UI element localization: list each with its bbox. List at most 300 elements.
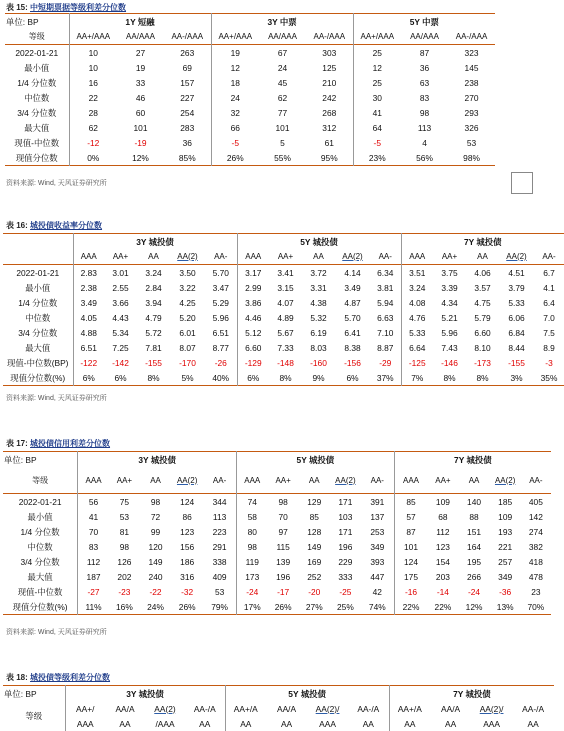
row-label: 2022-01-21 (15, 47, 59, 58)
table-cell: 19 (211, 45, 259, 61)
table-cell: 4 (422, 137, 427, 148)
table-cell: 2.55 (112, 282, 129, 293)
table-cell: 113 (417, 122, 432, 133)
group-header: 5Y 城投债 (237, 234, 401, 250)
table-cell: 6.34 (377, 267, 394, 278)
column-header: AA(2)/ (315, 703, 340, 714)
table-15-column-row (5, 29, 495, 45)
table-16-title: 表 16: 城投债收益率分位数 (6, 221, 103, 230)
table-row (3, 569, 551, 584)
table-17 (3, 451, 551, 615)
table-cell: 391 (370, 496, 385, 507)
row-label: 3/4 分位数 (20, 556, 60, 567)
table-cell: 164 (467, 541, 482, 552)
table-row (5, 75, 495, 90)
table-cell: 4.25 (179, 297, 196, 308)
table-cell: 12% (465, 601, 483, 612)
table-cell: 12 (211, 60, 259, 75)
table-cell: -156 (344, 357, 361, 368)
row-label: 1/4 分位数 (20, 526, 60, 537)
table-cell: 6% (346, 372, 359, 383)
table-cell: 41 (353, 105, 401, 120)
table-cell: 210 (322, 77, 337, 88)
table-cell: 5.33 (401, 325, 433, 340)
column-header: AA (445, 718, 457, 729)
column-header: AAA (78, 468, 109, 494)
table-cell: 126 (117, 556, 132, 567)
table-cell: 157 (180, 77, 195, 88)
table-cell: 5.96 (441, 327, 458, 338)
table-cell: 6.4 (543, 297, 555, 308)
table-cell: 77 (277, 107, 288, 118)
table-cell: 5.94 (377, 297, 394, 308)
row-label: 中位数 (25, 312, 51, 323)
table-cell: 6.41 (344, 327, 361, 338)
grade-label: 等级 (28, 32, 45, 41)
group-header: 7Y 城投债 (389, 686, 554, 702)
table-cell: 72 (150, 511, 161, 522)
table-cell: 83 (419, 92, 430, 103)
row-label: 现值-中位数 (17, 586, 63, 597)
table-cell: 112 (436, 526, 450, 537)
table-cell: -5 (353, 135, 401, 150)
table-cell: 101 (133, 122, 148, 133)
table-cell: 6.19 (310, 327, 327, 338)
column-header: AA- (370, 475, 384, 485)
table-cell: 125 (322, 62, 337, 73)
table-cell: 23 (531, 586, 541, 597)
table-cell: -25 (339, 586, 352, 597)
table-cell: 36 (419, 62, 430, 73)
table-cell: 69 (182, 62, 192, 73)
table-cell: 227 (180, 92, 195, 103)
column-header: AA(2) (176, 475, 198, 485)
table-cell: 7.43 (441, 342, 458, 353)
table-cell: 6.64 (401, 340, 433, 355)
table-cell: 3.24 (145, 267, 162, 278)
table-cell: 8.9 (543, 342, 555, 353)
column-header: AA(2) (177, 252, 198, 261)
table-cell: 25 (353, 45, 401, 61)
table-cell: 3.24 (401, 280, 433, 295)
table-row (3, 340, 564, 355)
table-cell: 193 (498, 526, 513, 537)
table-row (5, 150, 495, 166)
table-cell: 283 (180, 122, 195, 133)
table-cell: -16 (394, 584, 427, 599)
table-cell: 75 (119, 496, 130, 507)
table-cell: 30 (353, 90, 401, 105)
table-cell: 19 (135, 62, 146, 73)
table-cell: 4.87 (344, 297, 361, 308)
table-cell: 156 (180, 541, 195, 552)
row-label: 中位数 (27, 541, 53, 552)
table-cell: 6.84 (508, 327, 525, 338)
table-cell: 26% (211, 150, 259, 166)
table-cell: 8% (476, 372, 489, 383)
table-cell: 3.86 (237, 295, 269, 310)
group-header: 1Y 短融 (69, 14, 211, 30)
table-cell: 254 (180, 107, 195, 118)
table-cell: 382 (528, 541, 543, 552)
table-cell: 4.14 (344, 267, 361, 278)
table-cell: 70 (78, 524, 109, 539)
group-header: 3Y 城投债 (65, 686, 225, 702)
table-cell: 120 (148, 541, 163, 552)
table-row (5, 120, 495, 135)
table-cell: 98 (119, 541, 130, 552)
row-label: 2022-01-21 (18, 496, 62, 507)
group-header: 3Y 中票 (211, 14, 353, 30)
table-cell: 6.51 (73, 340, 104, 355)
row-label: 2022-01-21 (16, 267, 60, 278)
table-cell: 3% (510, 372, 523, 383)
table-cell: 68 (438, 511, 448, 522)
table-row (5, 45, 495, 61)
table-cell: 67 (277, 47, 288, 58)
table-cell: 87 (394, 524, 427, 539)
table-cell: 154 (435, 556, 450, 567)
table-cell: 6% (73, 370, 104, 386)
table-cell: 17% (236, 599, 267, 615)
table-cell: 40% (212, 372, 230, 383)
table-cell: -155 (508, 357, 525, 368)
column-header: AA+ (116, 475, 133, 485)
table-cell: 13% (496, 601, 514, 612)
table-cell: 409 (212, 571, 227, 582)
table-cell: 8.03 (310, 342, 327, 353)
column-header: AA(2) (494, 475, 516, 485)
table-cell: 129 (307, 496, 322, 507)
column-header: AA- (542, 252, 556, 261)
table-cell: 33 (135, 77, 146, 88)
table-cell: 88 (469, 511, 479, 522)
table-row (3, 310, 564, 325)
table-cell: 253 (370, 526, 385, 537)
table-cell: 196 (276, 571, 291, 582)
table-cell: 3.15 (277, 282, 294, 293)
table-cell: 3.49 (73, 295, 104, 310)
table-cell: -5 (211, 135, 259, 150)
table-cell: 25 (353, 75, 401, 90)
table-cell: 115 (276, 541, 290, 552)
table-row (3, 295, 564, 310)
table-16-group-row (3, 234, 564, 250)
table-cell: 86 (182, 511, 192, 522)
table-cell: 4.89 (277, 312, 294, 323)
column-header: AAA (394, 468, 427, 494)
column-header: AA+/A (225, 701, 266, 716)
table-cell: 349 (498, 571, 513, 582)
column-header: AA-/A (357, 703, 380, 714)
column-header: AA/A (277, 703, 297, 714)
table-cell: 3.41 (277, 267, 294, 278)
column-header: AA (119, 718, 131, 729)
table-cell: 7% (401, 370, 433, 386)
column-header: AA- (214, 252, 228, 261)
row-label: 3/4 分位数 (17, 107, 57, 118)
table-cell: 11% (78, 599, 109, 615)
table-cell: 41 (78, 509, 109, 524)
table-cell: 123 (180, 526, 195, 537)
unit-label: 单位: BP (6, 16, 39, 27)
table-cell: 3.51 (401, 265, 433, 281)
table-cell: 99 (150, 526, 161, 537)
column-header: AAA (73, 249, 104, 265)
table-cell: 2.99 (237, 280, 269, 295)
table-cell: 16% (116, 601, 133, 612)
table-cell: 8.44 (508, 342, 525, 353)
column-header: AA(2) (506, 252, 527, 261)
table-cell: 263 (180, 47, 195, 58)
row-label: 最大值 (25, 342, 51, 353)
table-cell: 6.60 (237, 340, 269, 355)
table-cell: -32 (181, 586, 194, 597)
table-cell: -155 (145, 357, 162, 368)
table-17-source: 资料来源: Wind, 天风证券研究所 (6, 629, 107, 636)
table-cell: 61 (324, 137, 334, 148)
table-cell: 70% (527, 601, 545, 612)
table-cell: -142 (112, 357, 129, 368)
table-cell: 270 (464, 92, 479, 103)
table-cell: 53 (466, 137, 477, 148)
table-cell: 203 (435, 571, 450, 582)
table-cell: -24 (236, 584, 267, 599)
table-17-title: 表 17: 城投债信用利差分位数 (6, 439, 111, 448)
table-cell: 3.50 (179, 267, 196, 278)
table-cell: 6.7 (543, 267, 555, 278)
table-cell: 4.75 (474, 297, 491, 308)
table-cell: 242 (322, 92, 337, 103)
table-cell: -129 (237, 355, 269, 370)
table-cell: 24 (277, 62, 288, 73)
table-cell: 27 (135, 47, 146, 58)
table-cell: -12 (69, 135, 117, 150)
table-cell: -22 (149, 586, 162, 597)
table-cell: 3.94 (145, 297, 162, 308)
table-cell: 16 (69, 75, 117, 90)
table-cell: 85% (178, 152, 196, 163)
table-cell: 333 (338, 571, 353, 582)
table-cell: 36 (182, 137, 192, 148)
table-cell: 151 (467, 526, 482, 537)
unit-label: 单位: BP (4, 454, 37, 465)
row-label: 现值分位数 (15, 152, 58, 163)
table-cell: 4.34 (441, 297, 458, 308)
table-18-title: 表 18: 城投债等级利差分位数 (6, 673, 111, 682)
table-cell: 4.1 (543, 282, 555, 293)
table-cell: 223 (212, 526, 227, 537)
table-cell: 57 (394, 509, 427, 524)
table-row (3, 370, 564, 386)
table-cell: 24% (147, 601, 164, 612)
table-cell: 85 (309, 511, 319, 522)
table-cell: 81 (119, 526, 130, 537)
table-cell: 6.60 (474, 327, 491, 338)
table-cell: 142 (528, 511, 543, 522)
table-cell: 229 (338, 556, 353, 567)
table-cell: 109 (498, 511, 513, 522)
table-cell: 3.22 (179, 282, 196, 293)
column-header: AA (308, 475, 320, 485)
table-cell: 2.38 (73, 280, 104, 295)
table-cell: -29 (379, 357, 392, 368)
table-cell: 8.10 (474, 342, 491, 353)
table-cell: 63 (419, 77, 430, 88)
table-cell: 5.79 (474, 312, 491, 323)
column-header: AA-/AAA (313, 32, 346, 41)
table-cell: 103 (338, 511, 353, 522)
row-label: 现值-中位数 (14, 137, 60, 148)
table-cell: 326 (464, 122, 479, 133)
table-17-group-row (3, 452, 551, 468)
table-cell: 62 (69, 120, 117, 135)
column-header: AA (362, 718, 374, 729)
table-cell: 149 (307, 541, 322, 552)
table-15 (5, 13, 495, 166)
table-cell: 66 (211, 120, 259, 135)
group-header: 5Y 城投债 (225, 686, 389, 702)
group-header: 5Y 城投债 (236, 452, 394, 468)
table-cell: 4.51 (508, 267, 525, 278)
table-cell: 274 (528, 526, 543, 537)
column-header: AA (527, 718, 539, 729)
table-18-group-row (3, 686, 554, 702)
table-cell: 79% (211, 601, 228, 612)
table-15-group-row (5, 14, 495, 30)
table-row (3, 599, 551, 615)
table-cell: 46 (135, 92, 146, 103)
table-cell: 6.51 (212, 327, 229, 338)
column-header: AA+ (112, 252, 129, 261)
table-cell: -17 (277, 586, 290, 597)
row-label: 现值-中位数(BP) (7, 357, 69, 368)
table-cell: 8% (443, 372, 456, 383)
column-header: AA+ (435, 475, 451, 485)
column-header: AA- (212, 475, 227, 485)
column-header: AA (150, 475, 161, 485)
table-18 (3, 685, 554, 731)
table-cell: 316 (180, 571, 195, 582)
row-label: 现值分位数(%) (12, 601, 68, 612)
table-cell: 56 (78, 494, 109, 510)
table-cell: 186 (180, 556, 195, 567)
table-cell: 124 (394, 554, 427, 569)
table-cell: 97 (278, 526, 288, 537)
table-cell: 5.70 (212, 267, 229, 278)
table-cell: 139 (276, 556, 291, 567)
column-header: AAA (236, 468, 267, 494)
table-16-source: 资料来源: Wind, 天风证券研究所 (6, 395, 107, 402)
table-cell: 26% (178, 601, 196, 612)
table-cell: 5.12 (237, 325, 269, 340)
table-cell: 26% (274, 601, 292, 612)
column-header: AA+/A (389, 701, 430, 716)
table-cell: 24 (211, 90, 259, 105)
table-cell: 5.21 (441, 312, 458, 323)
table-cell: 137 (370, 511, 385, 522)
table-cell: 240 (148, 571, 163, 582)
table-cell: 175 (394, 569, 427, 584)
table-cell: 98 (236, 539, 267, 554)
column-header: AAA (319, 718, 336, 729)
table-cell: 393 (370, 556, 385, 567)
column-header: AA(2) (154, 703, 176, 714)
column-header: AAA (401, 249, 433, 265)
table-row (3, 584, 551, 599)
group-header: 5Y 中票 (353, 14, 495, 30)
table-cell: -14 (436, 586, 449, 597)
table-cell: 74 (236, 494, 267, 510)
table-cell: 187 (78, 569, 109, 584)
grade-label: 等级 (32, 475, 49, 485)
table-cell: 101 (275, 122, 290, 133)
column-header: AA/AAA (410, 32, 439, 41)
table-cell: -23 (118, 586, 131, 597)
table-cell: -122 (73, 355, 104, 370)
table-cell: 37% (376, 372, 394, 383)
table-cell: 4.43 (112, 312, 129, 323)
table-cell: 4.38 (310, 297, 327, 308)
table-cell: 8.38 (344, 342, 361, 353)
column-header: AA- (529, 475, 543, 485)
column-header: AA-/A (193, 703, 216, 714)
row-label: 现值分位数(%) (10, 372, 66, 383)
table-cell: 0% (69, 150, 117, 166)
table-cell: 4.88 (73, 325, 104, 340)
column-header: AA (199, 718, 211, 729)
table-cell: 185 (498, 496, 513, 507)
column-header: AA (148, 252, 159, 261)
table-cell: 173 (236, 569, 267, 584)
table-cell: 312 (322, 122, 337, 133)
table-cell: 45 (277, 77, 288, 88)
table-cell: 5.72 (145, 327, 162, 338)
row-label: 1/4 分位数 (18, 297, 58, 308)
table-cell: 4.05 (73, 310, 104, 325)
column-header: AA-/AAA (455, 32, 488, 41)
table-cell: 85 (394, 494, 427, 510)
table-cell: 9% (312, 372, 325, 383)
table-cell: 3.66 (112, 297, 129, 308)
table-cell: 8.77 (212, 342, 229, 353)
column-header: AA+ (277, 252, 294, 261)
table-cell: 5 (280, 137, 285, 148)
table-cell: 3.49 (344, 282, 361, 293)
table-cell: 7.5 (543, 327, 555, 338)
table-cell: 98% (463, 152, 480, 163)
table-cell: 35% (540, 372, 558, 383)
table-cell: 32 (211, 105, 259, 120)
table-cell: 6.01 (179, 327, 196, 338)
table-cell: 418 (528, 556, 543, 567)
table-cell: 2.83 (73, 265, 104, 281)
table-cell: 6% (237, 370, 269, 386)
table-cell: -146 (441, 357, 458, 368)
column-header: AAA (483, 718, 500, 729)
table-cell: 8.87 (377, 342, 394, 353)
table-cell: 7.10 (377, 327, 394, 338)
table-cell: 25% (337, 601, 354, 612)
group-header: 7Y 城投债 (394, 452, 551, 468)
column-header: AA (280, 718, 293, 729)
table-cell: 338 (212, 556, 227, 567)
table-cell: 56% (416, 152, 433, 163)
table-cell: 109 (435, 496, 450, 507)
table-cell: 22 (69, 90, 117, 105)
table-cell: 3.81 (377, 282, 394, 293)
row-label: 最小值 (25, 282, 51, 293)
